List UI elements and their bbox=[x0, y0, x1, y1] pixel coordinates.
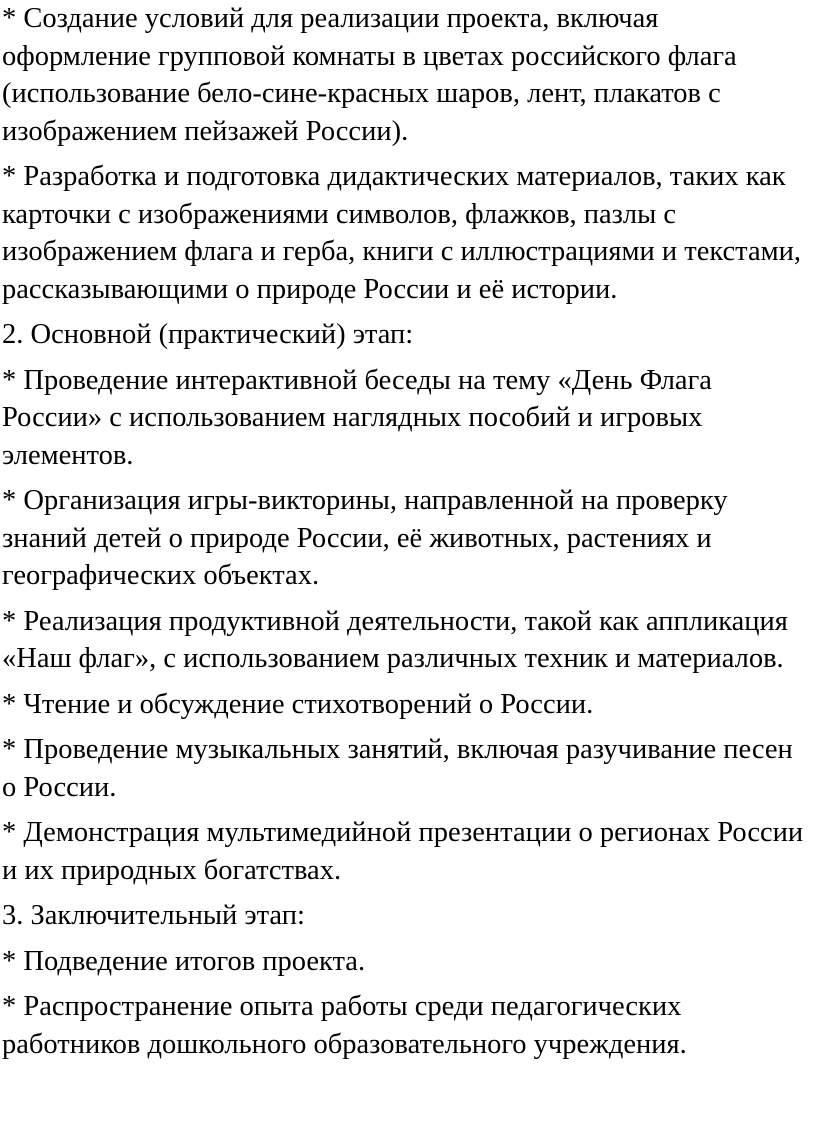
paragraph-interactive-talk: * Проведение интерактивной беседы на тему «День Флага России» с использованием наглядных пособий и игровых элементов. bbox=[2, 364, 712, 471]
paragraph-preparation-conditions: * Создание условий для реализации проекта, включая оформление групповой комнаты в цветах российского флага (использование бело-сине-красных шаров, лент, плакатов с изображением пейзажей России). bbox=[2, 3, 737, 147]
paragraph-applique: * Реализация продуктивной деятельности, такой как аппликация «Наш флаг», с использованием различных техник и материалов. bbox=[2, 605, 788, 674]
paragraph-dissemination: * Распространение опыта работы среди педагогических работников дошкольного образовательного учреждения. bbox=[2, 991, 687, 1060]
paragraph-poems: * Чтение и обсуждение стихотворений о России. bbox=[2, 688, 594, 720]
paragraph-summary: * Подведение итогов проекта. bbox=[2, 945, 366, 977]
paragraph-multimedia: * Демонстрация мультимедийной презентации о регионах России и их природных богатствах. bbox=[2, 817, 804, 886]
document-page bbox=[2, 0, 810, 1071]
heading-main-stage: 2. Основной (практический) этап: bbox=[2, 319, 414, 350]
paragraph-quiz-game: * Организация игры-викторины, направленной на проверку знаний детей о природе России, её животных, растениях и географических объектах. bbox=[2, 485, 728, 591]
paragraph-music: * Проведение музыкальных занятий, включая разучивание песен о России. bbox=[2, 734, 793, 803]
paragraph-didactic-materials: * Разработка и подготовка дидактических материалов, таких как карточки с изображениями символов, флажков, пазлы с изображением флага и герба, книги с иллюстрациями и текстами, рассказывающими о природе России и её истории. bbox=[2, 161, 802, 305]
heading-final-stage: 3. Заключительный этап: bbox=[2, 900, 305, 931]
